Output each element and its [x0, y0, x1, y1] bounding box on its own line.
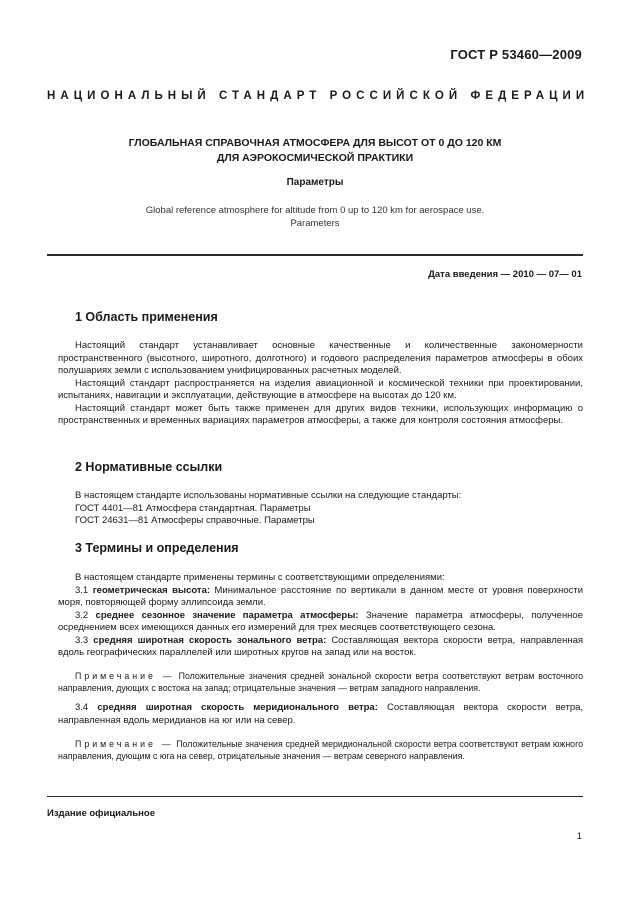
official-edition-label: Издание официальное	[47, 808, 155, 819]
section-3-heading: 3 Термины и определения	[75, 541, 239, 555]
section-3-body-continued	[58, 702, 583, 727]
english-title-line-2: Parameters	[290, 218, 340, 229]
section-3-paragraph-1: В настоящем стандарте применены термины с соответствующими определениями:	[75, 572, 445, 583]
document-subtitle: Параметры	[286, 177, 344, 188]
page-number: 1	[576, 831, 582, 842]
reference-gost-24631: ГОСТ 24631—81 Атмосферы справочные. Параметры	[75, 515, 315, 526]
section-1-paragraph-1: Настоящий стандарт устанавливает основные качественные и количественные закономерности пространственного (высотного, широтного, долготного) и годового распределения параметров атмосферы в обоих полушариях земли с использованием унифицированных расчетных моделей.	[58, 340, 583, 376]
term-3-4	[58, 702, 583, 727]
term-number: 3.3	[75, 634, 89, 646]
introduction-date: Дата введения — 2010 — 07— 01	[428, 269, 582, 280]
term-definition: Составляющая вектора скорости ветра, направленная вдоль меридианов на юг или на север.	[58, 702, 584, 726]
note-label: Примечание —	[75, 739, 174, 749]
header-divider	[47, 254, 583, 256]
national-standard-banner: НАЦИОНАЛЬНЫЙ СТАНДАРТ РОССИЙСКОЙ ФЕДЕРАЦИИ	[47, 90, 590, 102]
english-title	[47, 204, 583, 230]
section-2-heading: 2 Нормативные ссылки	[75, 460, 223, 474]
english-title-line-1: Global reference atmosphere for altitude from 0 up to 120 km for aerospace use.	[145, 205, 485, 216]
note-text: Положительные значения средней зональной скорости ветра соответствуют ветрам восточного направления, дующих с востока на запад; отрицательные значения — ветрам западного направления.	[58, 671, 583, 693]
section-1-body	[58, 340, 583, 428]
term-name: геометрическая высота:	[92, 584, 211, 596]
term-3-2	[58, 610, 583, 635]
reference-gost-4401: ГОСТ 4401—81 Атмосфера стандартная. Параметры	[75, 502, 311, 514]
term-number: 3.2	[75, 609, 89, 621]
term-name: средняя широтная скорость меридионального ветра:	[97, 702, 378, 713]
term-definition: Составляющая вектора скорости ветра, направленная вдоль географических параллелей или широтных кругов на запад или на восток.	[58, 634, 584, 658]
term-3-1	[58, 585, 583, 610]
section-2-paragraph-1: В настоящем стандарте использованы нормативные ссылки на следующие стандарты:	[75, 490, 462, 501]
term-3-3	[58, 635, 583, 660]
document-code: ГОСТ Р 53460—2009	[450, 47, 582, 62]
footer-divider	[47, 796, 583, 797]
section-2-body	[58, 490, 583, 528]
term-number: 3.1	[75, 584, 89, 596]
term-name: среднее сезонное значение параметра атмосферы:	[95, 609, 359, 621]
note-1	[58, 670, 583, 694]
term-name: средняя широтная скорость зонального ветра:	[93, 634, 327, 646]
section-1-paragraph-2: Настоящий стандарт распространяется на изделия авиационной и космической техники при проектировании, испытаниях, навигации и эксплуатации, действующие в атмосфере на высотах до 120 км.	[58, 377, 583, 401]
document-title	[47, 136, 583, 166]
section-1-paragraph-3: Настоящий стандарт может быть также применен для других видов техники, использующих информацию о пространственных и временных вариациях параметров атмосферы, а также для контроля состояния атмосферы.	[58, 402, 583, 426]
note-2	[58, 738, 583, 762]
term-definition: Минимальное расстояние по вертикали в данном месте от уровня поверхности моря, повторяющей форму эллипсоида земли.	[58, 584, 584, 608]
note-label: Примечание —	[75, 671, 175, 681]
note-text: Положительные значения средней меридиональной скорости ветра соответствуют ветрам южного направления, дующим с юга на север, отрицательные значения — ветрам северного направления.	[58, 739, 583, 761]
term-definition: Значение параметра атмосферы, полученное осреднением всех имеющихся данных его измерений для трех месяцев соответствующего сезона.	[58, 609, 584, 633]
title-line-1: ГЛОБАЛЬНАЯ СПРАВОЧНАЯ АТМОСФЕРА ДЛЯ ВЫСОТ ОТ 0 ДО 120 КМ	[128, 137, 502, 149]
section-3-body	[58, 572, 583, 660]
title-line-2: ДЛЯ АЭРОКОСМИЧЕСКОЙ ПРАКТИКИ	[216, 152, 414, 164]
term-number: 3.4	[75, 702, 89, 713]
section-1-heading: 1 Область применения	[75, 310, 218, 324]
